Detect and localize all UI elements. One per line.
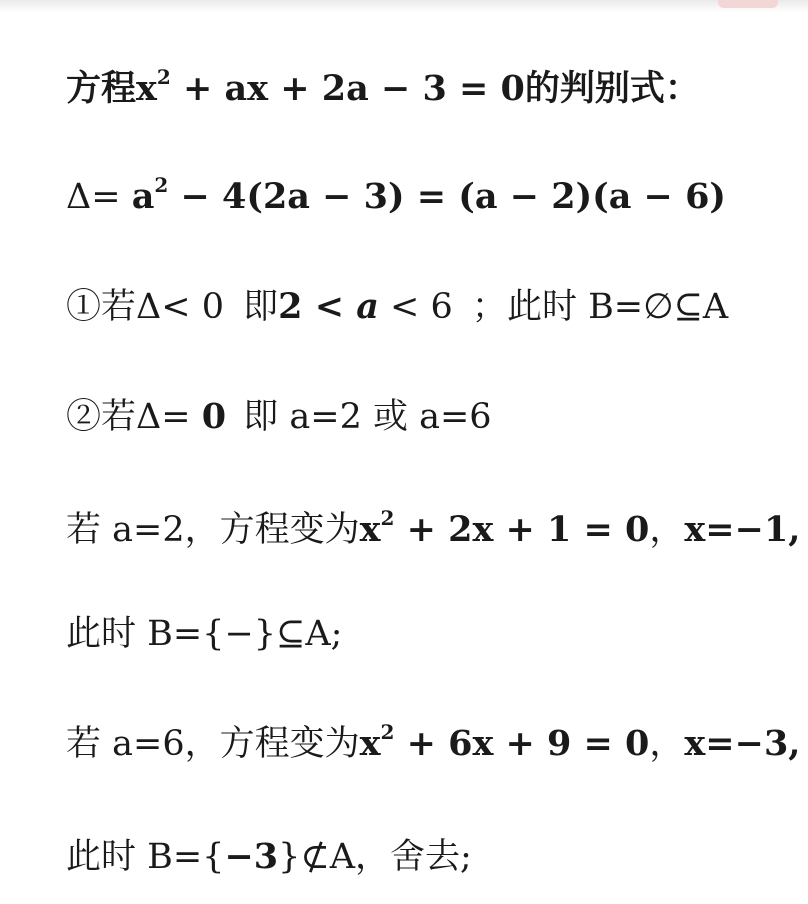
equation: + ax + 2a − 3 = 0: [170, 68, 525, 109]
inequality: 2 <: [278, 286, 357, 327]
text: 此时 B={: [66, 837, 225, 877]
line-set-b-case-6: [66, 835, 472, 879]
text: 此时 B={−}⊆A;: [66, 614, 343, 654]
text: }⊄A，舍去;: [278, 837, 472, 877]
top-strip: [0, 0, 808, 12]
semicolon: ；: [471, 287, 507, 327]
text: 方程: [66, 68, 137, 109]
exponent: 2: [154, 173, 169, 197]
line-set-b-case-2: [66, 612, 342, 656]
exponent: 2: [156, 65, 171, 89]
comma: ，: [649, 724, 685, 764]
set-element: −3: [224, 836, 279, 877]
condition: 若Δ< 0: [101, 287, 225, 327]
inequality-variable: a: [356, 286, 379, 327]
delta-symbol: Δ=: [66, 177, 132, 217]
exponent: 2: [380, 506, 395, 530]
equation: + 2x + 1 = 0: [394, 509, 650, 550]
line-a-equals-2: [66, 508, 800, 552]
line-case-1: [66, 285, 728, 329]
text: 若 a=2，方程变为: [66, 510, 360, 550]
zero: 0: [201, 396, 227, 437]
inequality: < 6: [378, 287, 453, 327]
equation: x: [359, 723, 381, 764]
circle-number: ①: [66, 287, 102, 327]
comma: ，: [649, 510, 685, 550]
text: 若 a=6，方程变为: [66, 724, 360, 764]
top-strip-mark: [718, 0, 778, 8]
line-discriminant-formula: [66, 175, 726, 219]
text: 即 a=2 或 a=6: [243, 397, 492, 437]
exponent: 2: [380, 720, 395, 744]
root: x=−3,: [684, 723, 801, 764]
line-case-2: [66, 395, 492, 439]
condition: 若Δ=: [101, 397, 202, 437]
equation: − 4(2a − 3) = (a − 2)(a − 6): [168, 176, 726, 217]
equation: a: [131, 176, 155, 217]
root: x=−1,: [684, 509, 801, 550]
line-discriminant-intro: [66, 67, 700, 111]
conclusion: 此时 B=∅⊆A: [506, 287, 729, 327]
circle-number: ②: [66, 397, 102, 437]
text: 的判别式：: [524, 68, 700, 109]
equation: + 6x + 9 = 0: [394, 723, 650, 764]
text: 即: [243, 287, 279, 327]
equation: x: [359, 509, 381, 550]
equation: x: [136, 68, 157, 109]
line-a-equals-6: [66, 722, 800, 766]
